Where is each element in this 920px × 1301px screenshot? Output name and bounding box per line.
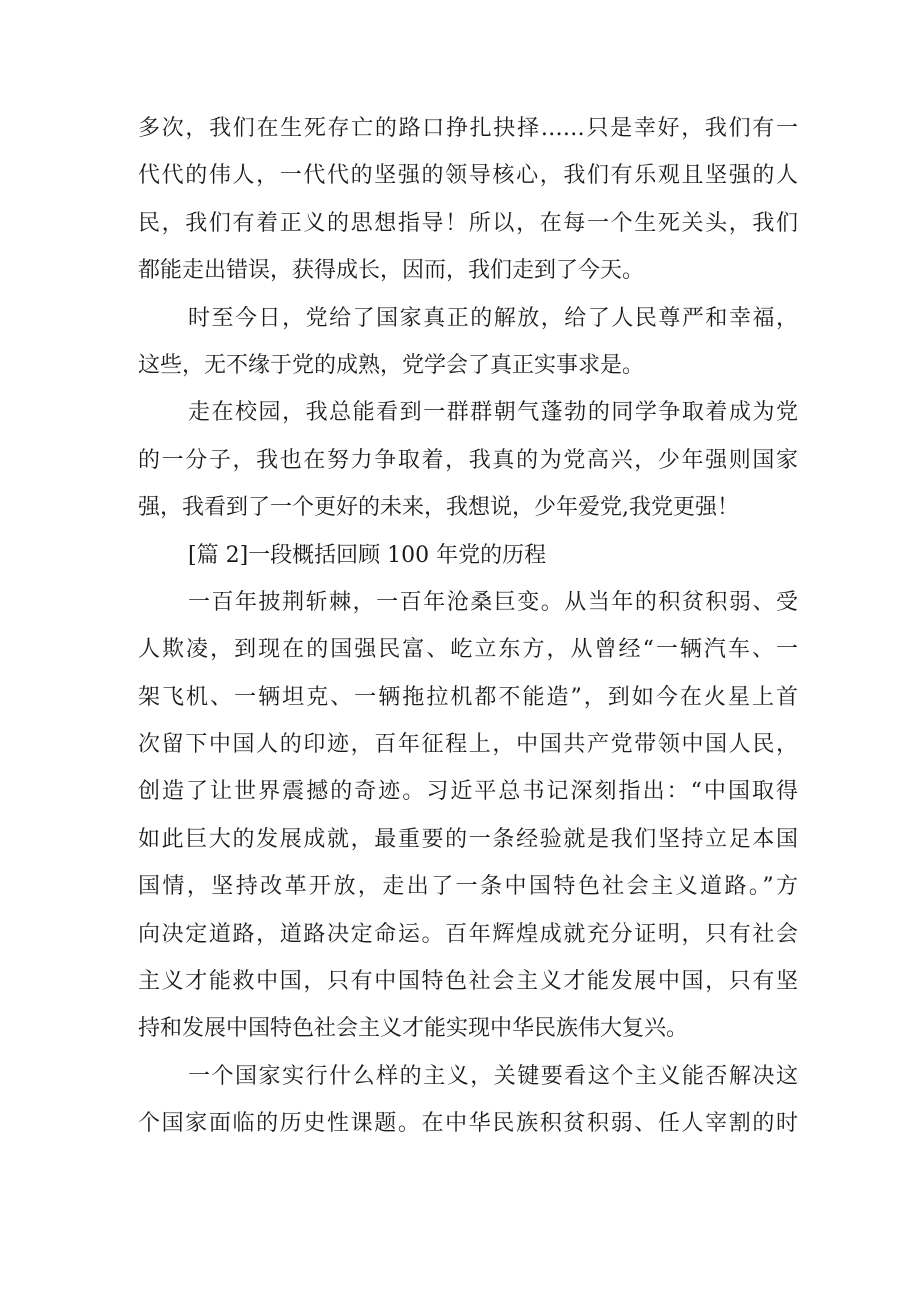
text-line: 都能走出错误，获得成长，因而，我们走到了今天。 <box>138 258 645 284</box>
text-line: 多次，我们在生死存亡的路口挣扎抉择……只是幸好，我们有一 <box>138 116 798 141</box>
text-line: 这些，无不缘于党的成熟，党学会了真正实事求是。 <box>138 352 645 378</box>
text-line: 代代的伟人，一代代的坚强的领导核心，我们有乐观且坚强的人 <box>138 163 798 189</box>
text-line: 一个国家实行什么样的主义，关键要看这个主义能否解决这 <box>188 1063 798 1089</box>
text-line: 向决定道路，道路决定命运。百年辉煌成就充分证明，只有社会 <box>138 921 798 947</box>
section-heading: [篇 2]一段概括回顾 100 年党的历程 <box>188 542 547 568</box>
text-line: 民，我们有着正义的思想指导！所以，在每一个生死关头，我们 <box>138 210 798 236</box>
text-line: 国情，坚持改革开放，走出了一条中国特色社会主义道路。”方 <box>138 874 798 900</box>
text-line: 一百年披荆斩棘，一百年沧桑巨变。从当年的积贫积弱、受 <box>188 589 798 615</box>
text-line: 创造了让世界震撼的奇迹。习近平总书记深刻指出：“中国取得 <box>138 779 798 805</box>
text-line: 的一分子，我也在努力争取着，我真的为党高兴，少年强则国家 <box>138 447 798 473</box>
text-line: 个国家面临的历史性课题。在中华民族积贫积弱、任人宰割的时 <box>138 1111 798 1137</box>
text-line: 架飞机、一辆坦克、一辆拖拉机都不能造”，到如今在火星上首 <box>138 684 798 710</box>
text-line: 强，我看到了一个更好的未来，我想说，少年爱党,我党更强！ <box>138 495 739 521</box>
text-line: 持和发展中国特色社会主义才能实现中华民族伟大复兴。 <box>138 1016 689 1042</box>
text-line: 次留下中国人的印迹，百年征程上，中国共产党带领中国人民， <box>138 732 798 758</box>
text-line: 如此巨大的发展成就，最重要的一条经验就是我们坚持立足本国 <box>138 826 798 852</box>
text-line: 人欺凌，到现在的国强民富、屹立东方，从曾经“一辆汽车、一 <box>138 637 798 663</box>
text-line: 主义才能救中国，只有中国特色社会主义才能发展中国，只有坚 <box>138 969 798 995</box>
document-body <box>138 105 798 1148</box>
text-line: 走在校园，我总能看到一群群朝气蓬勃的同学争取着成为党 <box>188 400 798 426</box>
text-line: 时至今日，党给了国家真正的解放，给了人民尊严和幸福， <box>188 305 798 331</box>
